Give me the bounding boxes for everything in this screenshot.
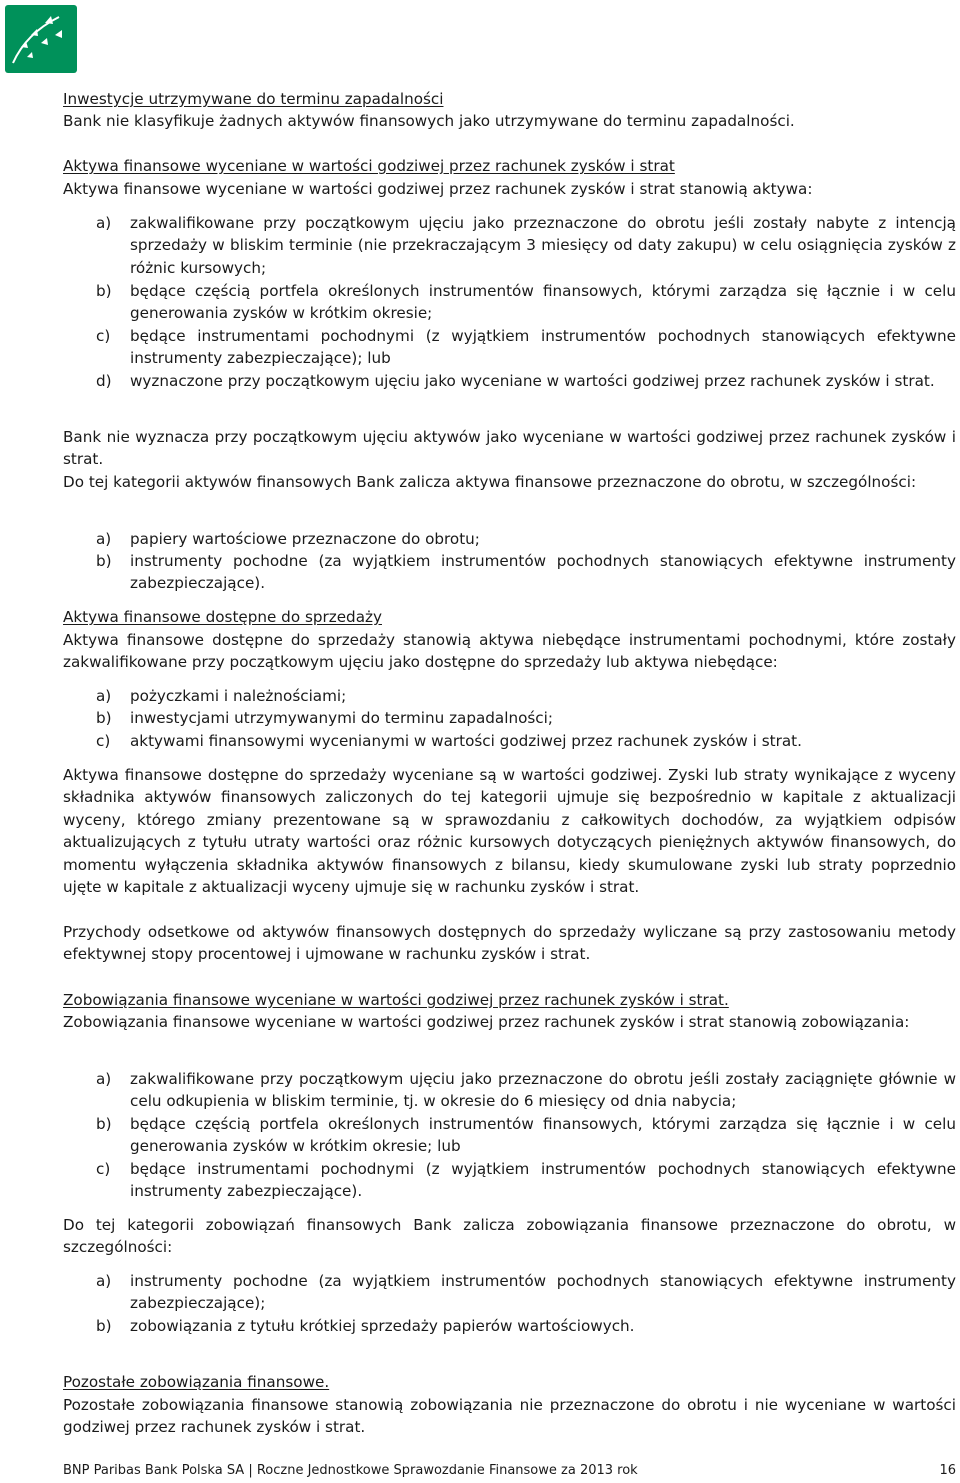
paragraph: Bank nie klasyfikuje żadnych aktywów finansowych jako utrzymywane do terminu zapadalności. <box>63 112 795 130</box>
list-item: b) będące częścią portfela określonych instrumentów finansowych, którymi zarządza się łącznie i w celu generowania zysków w krótkim okresie; lub <box>96 1115 956 1156</box>
list-item: a) zakwalifikowane przy początkowym ujęciu jako przeznaczone do obrotu jeśli zostały zaciągnięte głównie w celu odkupienia w bliskim terminie, tj. w okresie do 6 miesięcy od dnia nabycia; <box>96 1070 956 1111</box>
list-item: b) zobowiązania z tytułu krótkiej sprzedaży papierów wartościowych. <box>96 1317 635 1335</box>
heading-held-to-maturity: Inwestycje utrzymywane do terminu zapadalności <box>63 90 444 108</box>
list-item: a) instrumenty pochodne (za wyjątkiem instrumentów pochodnych stanowiących efektywne instrumenty zabezpieczające); <box>96 1272 956 1313</box>
list-item: c) będące instrumentami pochodnymi (z wyjątkiem instrumentów pochodnych stanowiących efektywne instrumenty zabezpieczające). <box>96 1160 956 1201</box>
paragraph: Zobowiązania finansowe wyceniane w wartości godziwej przez rachunek zysków i strat stanowią zobowiązania: <box>63 1013 910 1031</box>
list-item: c) aktywami finansowymi wycenianymi w wartości godziwej przez rachunek zysków i strat. <box>96 732 802 750</box>
heading-other-liabilities: Pozostałe zobowiązania finansowe. <box>63 1373 330 1391</box>
page-footer <box>63 1463 956 1479</box>
heading-fvtpl-assets: Aktywa finansowe wyceniane w wartości godziwej przez rachunek zysków i strat <box>63 157 675 175</box>
paragraph: Aktywa finansowe wyceniane w wartości godziwej przez rachunek zysków i strat stanowią aktywa: <box>63 180 813 198</box>
paragraph: Bank nie wyznacza przy początkowym ujęciu aktywów jako wyceniane w wartości godziwej przez rachunek zysków i strat. <box>63 428 956 469</box>
list-item: a) zakwalifikowane przy początkowym ujęciu jako przeznaczone do obrotu jeśli zostały nabyte z intencją sprzedaży w bliskim terminie (nie przekraczającym 3 miesięcy od daty zakupu) w celu osiągnięcia zysków z różnic kursowych; <box>96 214 956 277</box>
list-item: b) instrumenty pochodne (za wyjątkiem instrumentów pochodnych stanowiących efektywne instrumenty zabezpieczające). <box>96 552 956 593</box>
paragraph: Przychody odsetkowe od aktywów finansowych dostępnych do sprzedaży wyliczane są przy zastosowaniu metody efektywnej stopy procentowej i ujmowane w rachunku zysków i strat. <box>63 923 956 964</box>
list-item: b) inwestycjami utrzymywanymi do terminu zapadalności; <box>96 709 553 727</box>
paragraph: Do tej kategorii aktywów finansowych Bank zalicza aktywa finansowe przeznaczone do obrotu, w szczególności: <box>63 473 917 491</box>
list-item: c) będące instrumentami pochodnymi (z wyjątkiem instrumentów pochodnych stanowiących efektywne instrumenty zabezpieczające); lub <box>96 327 956 368</box>
bnp-paribas-logo <box>5 5 77 73</box>
list-item: b) będące częścią portfela określonych instrumentów finansowych, którymi zarządza się łącznie i w celu generowania zysków w krótkim okresie; <box>96 282 956 323</box>
paragraph: Aktywa finansowe dostępne do sprzedaży stanowią aktywa niebędące instrumentami pochodnymi, które zostały zakwalifikowane przy początkowym ujęciu jako dostępne do sprzedaży lub aktywa niebędące: <box>63 631 956 672</box>
list-item: a) pożyczkami i należnościami; <box>96 687 347 705</box>
heading-available-for-sale: Aktywa finansowe dostępne do sprzedaży <box>63 608 382 626</box>
list-item: d) wyznaczone przy początkowym ujęciu jako wyceniane w wartości godziwej przez rachunek zysków i strat. <box>96 372 935 390</box>
paragraph: Aktywa finansowe dostępne do sprzedaży wyceniane są w wartości godziwej. Zyski lub straty wynikające z wyceny składnika aktywów finansowych zaliczonych do tej kategorii ujmuje się bezpośrednio w kapitale z aktualizacji wyceny, którego zmiany prezentowane są w sprawozdaniu z całkowitych dochodów, za wyjątkiem odpisów aktualizujących z tytułu utraty wartości oraz różnic kursowych dotyczących pieniężnych aktywów finansowych, do momentu wyłączenia składnika aktywów finansowych z bilansu, kiedy skumulowane zyski lub straty poprzednio ujęte w kapitale z aktualizacji wyceny ujmuje się w rachunku zysków i strat. <box>63 766 956 897</box>
paragraph: Pozostałe zobowiązania finansowe stanowią zobowiązania nie przeznaczone do obrotu i nie wyceniane w wartości godziwej przez rachunek zysków i strat. <box>63 1396 956 1437</box>
list-item: a) papiery wartościowe przeznaczone do obrotu; <box>96 530 480 548</box>
paragraph: Do tej kategorii zobowiązań finansowych Bank zalicza zobowiązania finansowe przeznaczone do obrotu, w szczególności: <box>63 1216 956 1257</box>
heading-fvtpl-liabilities: Zobowiązania finansowe wyceniane w wartości godziwej przez rachunek zysków i strat. <box>63 991 729 1009</box>
footer-text: BNP Paribas Bank Polska SA | Roczne Jednostkowe Sprawozdanie Finansowe za 2013 rok <box>63 1463 638 1478</box>
page-number: 16 <box>939 1463 956 1478</box>
